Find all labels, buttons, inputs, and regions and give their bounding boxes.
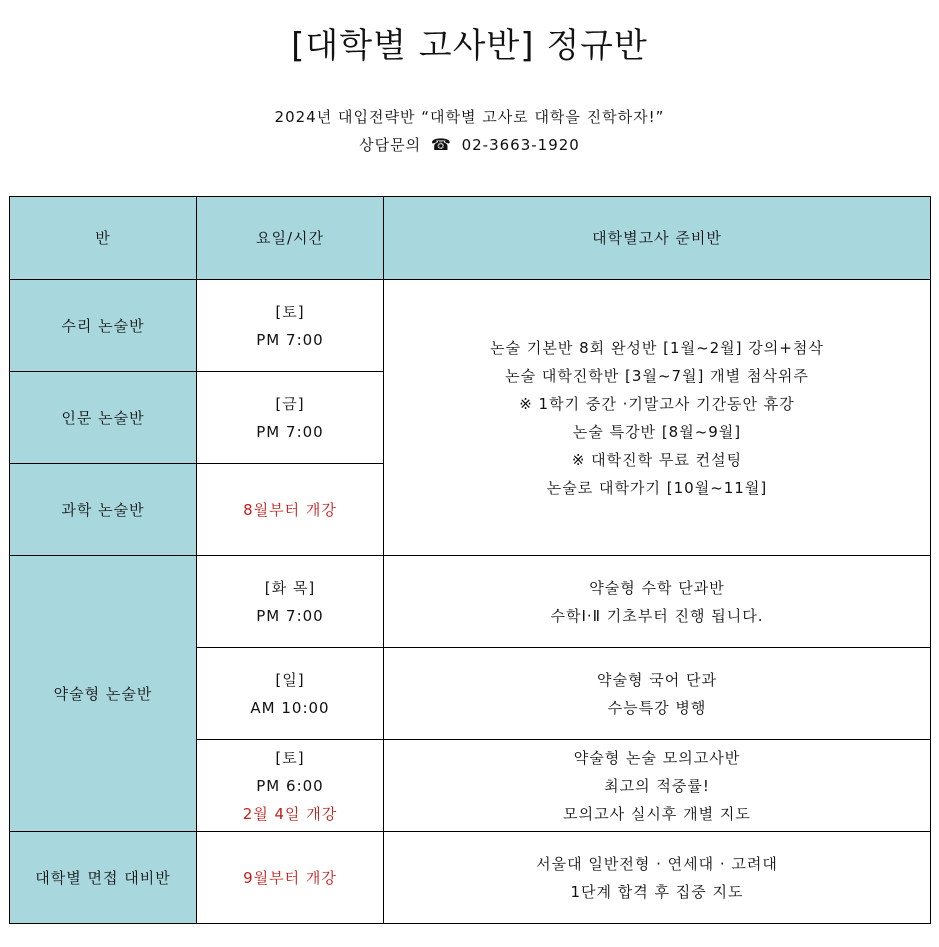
desc-line: 수학Ⅰ·Ⅱ 기초부터 진행 됩니다. — [550, 606, 764, 625]
desc-line: 모의고사 실시후 개별 지도 — [563, 804, 751, 823]
schedule-cell — [197, 832, 384, 924]
time: PM 7:00 — [256, 422, 324, 441]
desc-line: ※ 1학기 중간 ·기말고사 기간동안 휴강 — [519, 394, 795, 413]
table-row — [10, 832, 931, 924]
desc-line: 서울대 일반전형 · 연세대 · 고려대 — [536, 854, 778, 873]
desc-line: 최고의 적중률! — [604, 776, 710, 795]
time: AM 10:00 — [250, 698, 330, 717]
class-name: 대학별 면접 대비반 — [10, 832, 197, 924]
class-name: 수리 논술반 — [10, 280, 197, 372]
class-name: 과학 논술반 — [10, 464, 197, 556]
header-class: 반 — [10, 197, 197, 280]
desc-line: 약술형 국어 단과 — [597, 670, 717, 689]
table-row — [10, 556, 931, 648]
day: [토] — [275, 302, 305, 321]
class-name: 약술형 논술반 — [10, 556, 197, 832]
table-row — [10, 280, 931, 372]
open-date: 8월부터 개강 — [243, 500, 337, 519]
desc-line: 약술형 논술 모의고사반 — [573, 748, 741, 767]
time: PM 7:00 — [256, 606, 324, 625]
day: [금] — [275, 394, 305, 413]
desc-line: 논술 특강반 [8월~9월] — [572, 422, 742, 441]
schedule-cell — [197, 556, 384, 648]
schedule-cell — [197, 464, 384, 556]
description-cell — [384, 740, 931, 832]
table-header-row — [10, 197, 931, 280]
description-cell — [384, 280, 931, 556]
header-schedule: 요일/시간 — [197, 197, 384, 280]
schedule-cell — [197, 372, 384, 464]
time: PM 6:00 — [256, 776, 324, 795]
schedule-table — [9, 196, 931, 924]
day: [토] — [275, 748, 305, 767]
desc-line: 논술로 대학가기 [10월~11월] — [546, 478, 768, 497]
desc-line: 논술 기본반 8회 완성반 [1월~2월] 강의+첨삭 — [490, 338, 824, 357]
description-cell — [384, 556, 931, 648]
desc-line: 약술형 수학 단과반 — [589, 578, 725, 597]
open-date: 9월부터 개강 — [243, 868, 337, 887]
day: [화 목] — [264, 578, 316, 597]
schedule-cell — [197, 740, 384, 832]
desc-line: 1단계 합격 후 집중 지도 — [570, 882, 744, 901]
schedule-cell — [197, 648, 384, 740]
description-cell — [384, 832, 931, 924]
schedule-cell — [197, 280, 384, 372]
desc-line: 수능특강 병행 — [607, 698, 707, 717]
contact-phone: 02-3663-1920 — [461, 136, 580, 154]
time: PM 7:00 — [256, 330, 324, 349]
description-cell — [384, 648, 931, 740]
contact-line — [0, 134, 939, 155]
telephone-icon: ☎ — [430, 135, 452, 154]
header-description: 대학별고사 준비반 — [384, 197, 931, 280]
desc-line: ※ 대학진학 무료 컨설팅 — [571, 450, 743, 469]
page-title: [대학별 고사반] 정규반 — [291, 26, 648, 66]
class-name: 인문 논술반 — [10, 372, 197, 464]
open-date: 2월 4일 개강 — [242, 804, 338, 823]
subtitle: 2024년 대입전략반 “대학별 고사로 대학을 진학하자!” — [274, 108, 665, 126]
contact-label: 상담문의 — [359, 136, 422, 154]
desc-line: 논술 대학진학반 [3월~7월] 개별 첨삭위주 — [505, 366, 809, 385]
day: [일] — [275, 670, 305, 689]
